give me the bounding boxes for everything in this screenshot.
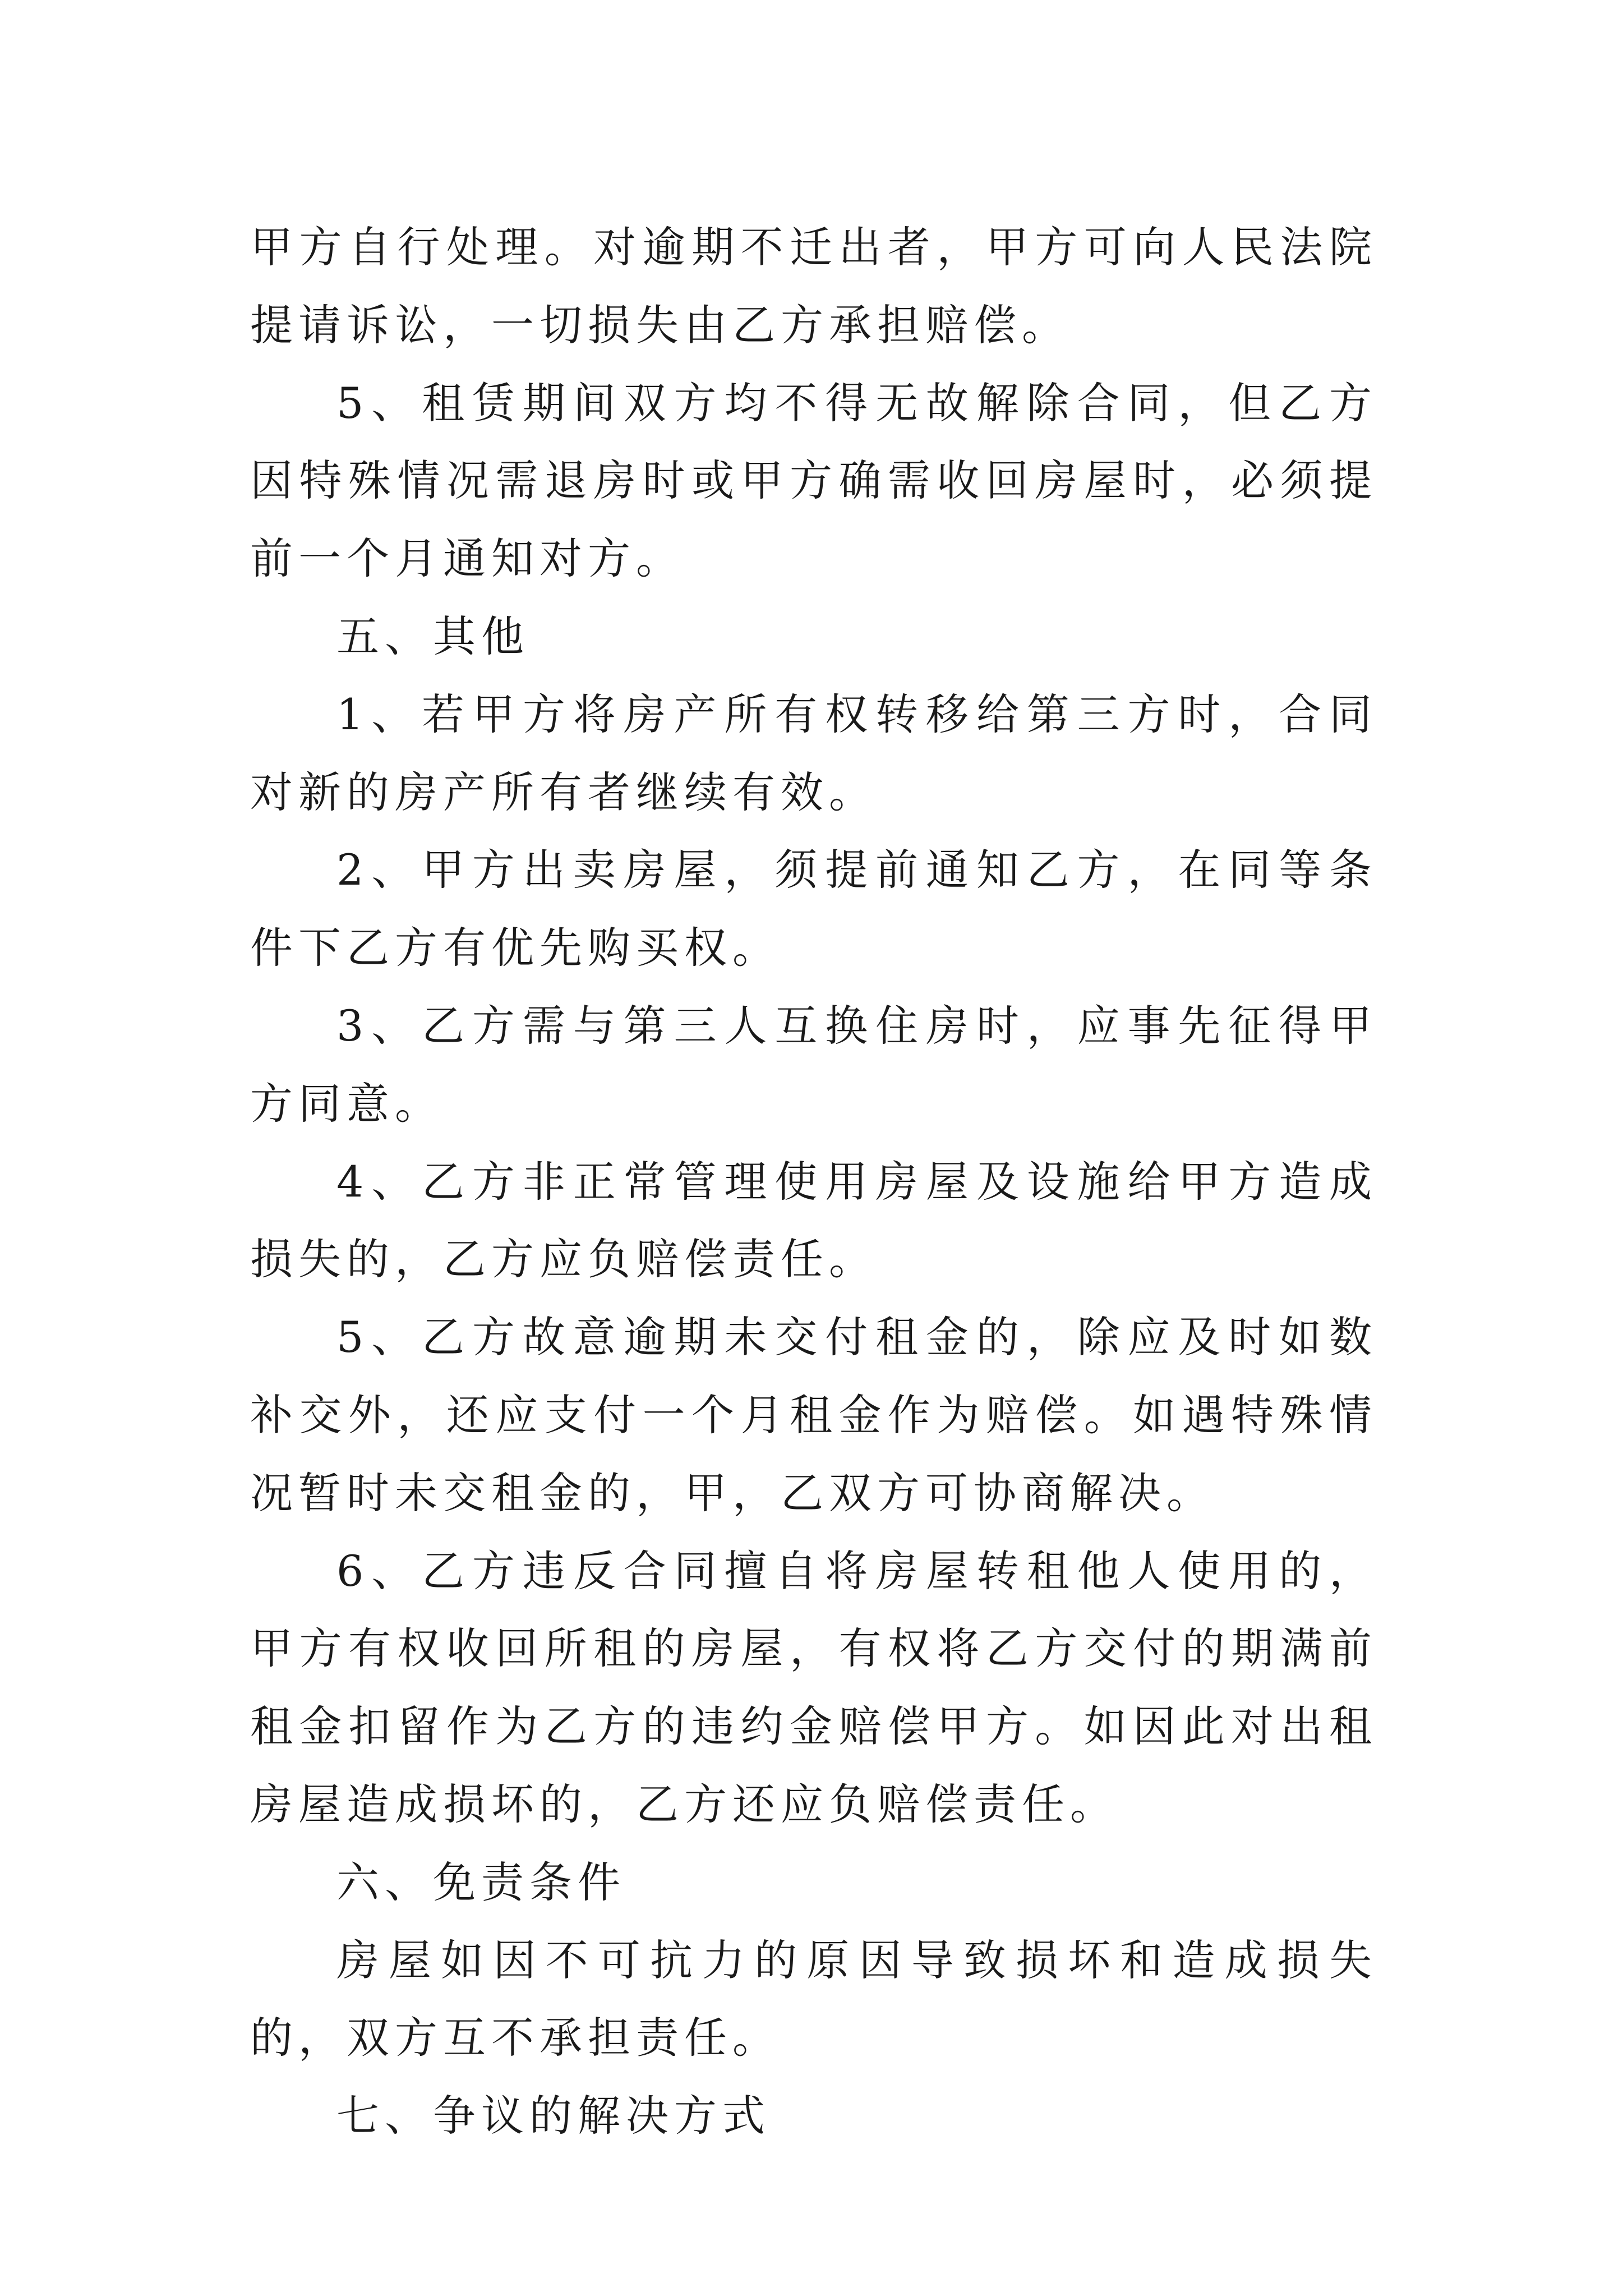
clause-5-1: 1、若甲方将房产所有权转移给第三方时，合同对新的房产所有者继续有效。	[250, 689, 1377, 817]
document-body	[250, 209, 1377, 2155]
section-heading-7-dispute: 七、争议的解决方式	[336, 2091, 771, 2141]
clause-5-3: 3、乙方需与第三人互换住房时，应事先征得甲方同意。	[250, 1000, 1377, 1129]
section-heading-5-other: 五、其他	[336, 611, 529, 661]
clause-5-4: 4、乙方非正常管理使用房屋及设施给甲方造成损失的，乙方应负赔偿责任。	[250, 1156, 1377, 1285]
clause-5-5: 5、乙方故意逾期未交付租金的，除应及时如数补交外，还应支付一个月租金作为赔偿。如遇特殊情况暂时未交租金的，甲，乙双方可协商解决。	[250, 1312, 1377, 1518]
clause-4-5: 5、租赁期间双方均不得无故解除合同，但乙方因特殊情况需退房时或甲方确需收回房屋时，必须提前一个月通知对方。	[250, 378, 1377, 584]
clause-5-2: 2、甲方出卖房屋，须提前通知乙方，在同等条件下乙方有优先购买权。	[250, 845, 1377, 973]
paragraph-continuation: 甲方自行处理。对逾期不迁出者，甲方可向人民法院提请诉讼，一切损失由乙方承担赔偿。	[250, 222, 1377, 350]
clause-5-6: 6、乙方违反合同擅自将房屋转租他人使用的，甲方有权收回所租的房屋，有权将乙方交付的期满前租金扣留作为乙方的违约金赔偿甲方。如因此对出租房屋造成损坏的，乙方还应负赔偿责任。	[250, 1545, 1377, 1829]
section-heading-6-exemption: 六、免责条件	[336, 1857, 626, 1907]
clause-6-body: 房屋如因不可抗力的原因导致损坏和造成损失的，双方互不承担责任。	[250, 1935, 1377, 2063]
